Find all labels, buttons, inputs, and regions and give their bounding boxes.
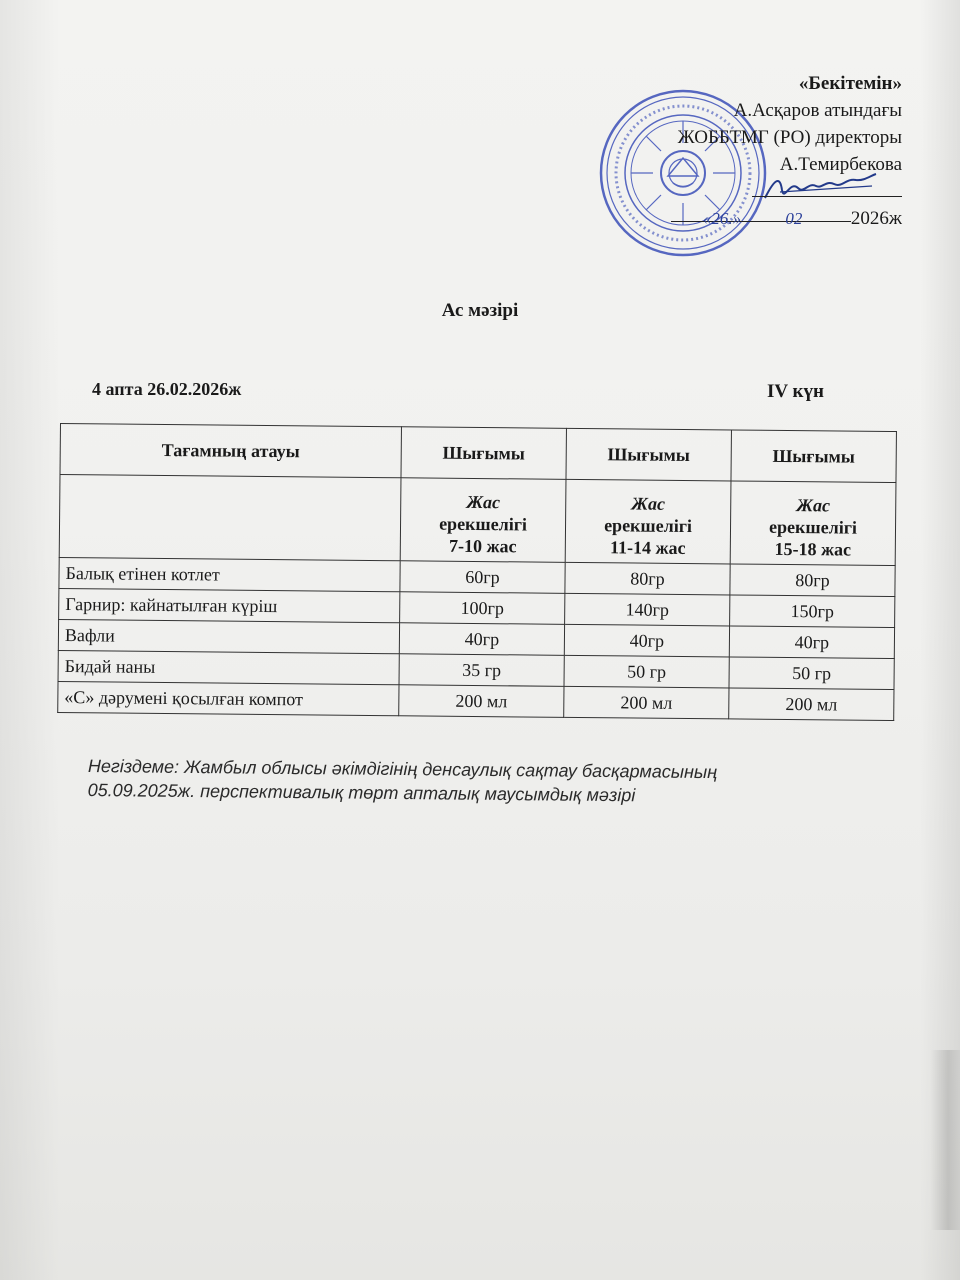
- age-group-cell: [730, 481, 896, 566]
- age-group-cell: [565, 479, 731, 564]
- portion-value: 60гр: [400, 561, 565, 594]
- portion-value: 80гр: [565, 562, 730, 595]
- dish-name: Балық етінен котлет: [59, 557, 400, 591]
- age-label: ерекшелігі: [439, 513, 528, 535]
- portion-value: 40гр: [399, 623, 564, 656]
- date-day: «26.»: [702, 209, 742, 228]
- table-row: [58, 681, 894, 720]
- age-range: 7-10 жас: [448, 535, 517, 557]
- header-yield: Шығымы: [731, 430, 896, 483]
- age-group-cell: [400, 478, 566, 563]
- portion-value: 40гр: [729, 626, 894, 659]
- header-dish-name: Тағамның атауы: [60, 424, 401, 478]
- portion-value: 50 гр: [729, 657, 894, 690]
- date-month: 02: [785, 209, 803, 228]
- date-year: 2026ж: [850, 208, 902, 229]
- signature-line: [582, 178, 902, 205]
- approval-date: [582, 205, 902, 232]
- portion-value: 35 гр: [399, 654, 564, 687]
- header-yield: Шығымы: [566, 428, 731, 481]
- portion-value: 200 мл: [564, 686, 729, 719]
- week-date: 4 апта 26.02.2026ж: [92, 379, 242, 399]
- dish-name: Гарнир: кайнатылған күріш: [59, 588, 400, 622]
- page-title: Ас мәзірі: [441, 300, 519, 321]
- portion-value: 50 гр: [564, 655, 729, 688]
- dish-name: «С» дәрумені қосылған компот: [58, 681, 399, 715]
- dish-name: Бидай наны: [58, 650, 399, 684]
- basis-note: [88, 754, 848, 809]
- portion-value: 140гр: [565, 593, 730, 626]
- age-label: ерекшелігі: [604, 515, 693, 537]
- basis-line: 05.09.2025ж. перспективалық төрт апталық маусымдық мәзірі: [87, 779, 636, 806]
- portion-value: 200 мл: [729, 688, 894, 721]
- portion-value: 200 мл: [399, 685, 564, 718]
- page-shadow: [0, 0, 60, 1280]
- approval-block: [582, 70, 902, 232]
- age-label: Жас: [796, 495, 831, 516]
- table-header-row: [60, 424, 896, 483]
- menu-table: [57, 423, 897, 721]
- paper-crease: [930, 1050, 960, 1230]
- dish-name: Вафли: [58, 619, 399, 653]
- age-group-row: [59, 475, 896, 566]
- basis-line: Негіздеме: Жамбыл облысы әкімдігінің денсаулық сақтау басқармасының: [87, 755, 718, 783]
- age-range: 15-18 жас: [774, 538, 852, 560]
- portion-value: 40гр: [564, 624, 729, 657]
- portion-value: 150гр: [730, 595, 895, 628]
- age-range: 11-14 жас: [609, 537, 686, 559]
- approval-position: ЖОББТМГ (РО) директоры: [677, 127, 902, 148]
- date-blank: [671, 205, 851, 228]
- header-yield: Шығымы: [401, 427, 566, 480]
- day-label: IV күн: [767, 381, 824, 402]
- age-label: Жас: [631, 493, 666, 514]
- empty-cell: [59, 475, 401, 561]
- age-label: ерекшелігі: [769, 516, 858, 538]
- approval-name: А.Темирбекова: [779, 154, 902, 175]
- approval-school: А.Асқаров атындағы: [733, 100, 902, 121]
- portion-value: 100гр: [400, 592, 565, 625]
- age-label: Жас: [466, 491, 501, 513]
- portion-value: 80гр: [730, 564, 895, 597]
- approval-title: «Бекітемін»: [798, 73, 902, 94]
